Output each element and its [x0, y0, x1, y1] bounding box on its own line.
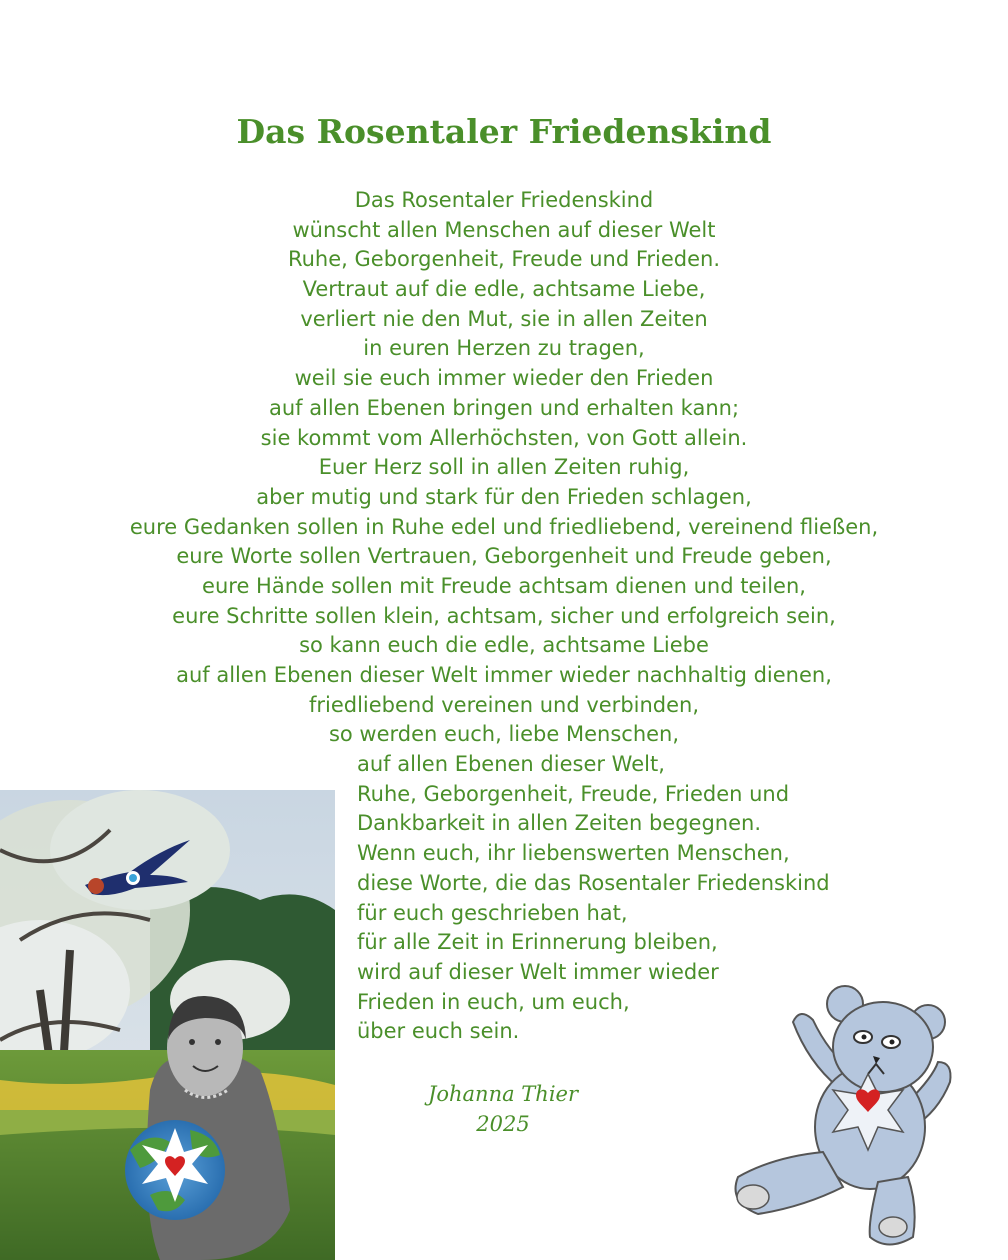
poem-line: sie kommt vom Allerhöchsten, von Gott allein. — [260, 425, 748, 450]
poem-line: so kann euch die edle, achtsame Liebe — [299, 633, 709, 658]
poem-line: diese Worte, die das Rosentaler Friedenskind — [357, 870, 830, 895]
poem-line: Euer Herz soll in allen Zeiten ruhig, — [318, 455, 690, 480]
teddy-bear-image — [728, 982, 958, 1250]
poem-line: Ruhe, Geborgenheit, Freude und Frieden. — [287, 247, 721, 272]
signature-author: Johanna Thier — [427, 1082, 579, 1106]
poem-line: auf allen Ebenen bringen und erhalten kann; — [268, 395, 740, 420]
collage-photo — [0, 790, 335, 1260]
poem-line: Vertraut auf die edle, achtsame Liebe, — [302, 277, 706, 302]
poem-line: Das Rosentaler Friedenskind — [354, 188, 654, 212]
poem-line: wird auf dieser Welt immer wieder — [357, 959, 719, 984]
poem-line: auf allen Ebenen dieser Welt immer wieder nachhaltig dienen, — [176, 663, 832, 687]
signature-year: 2025 — [476, 1112, 530, 1136]
poem-line: Ruhe, Geborgenheit, Freude, Frieden und — [357, 781, 790, 806]
poem-line: friedliebend vereinen und verbinden, — [308, 692, 700, 717]
poem-line: über euch sein. — [357, 1019, 520, 1044]
poem-line: verliert nie den Mut, sie in allen Zeiten — [300, 306, 708, 331]
globe-star-heart-icon — [125, 1120, 225, 1220]
poem-line: Dankbarkeit in allen Zeiten begegnen. — [357, 811, 762, 836]
poem-line: so werden euch, liebe Menschen, — [328, 722, 680, 747]
poem-line: eure Hände sollen mit Freude achtsam dienen und teilen, — [202, 573, 806, 598]
poem-line: Wenn euch, ihr liebenswerten Menschen, — [357, 841, 790, 866]
poem-line: auf allen Ebenen dieser Welt, — [357, 752, 665, 777]
page-title: Das Rosentaler Friedenskind — [236, 112, 772, 151]
poem-line: für alle Zeit in Erinnerung bleiben, — [357, 930, 718, 955]
poem-line: in euren Herzen zu tragen, — [363, 336, 645, 361]
poem-line: aber mutig und stark für den Frieden schlagen, — [256, 484, 752, 509]
poem-line: eure Schritte sollen klein, achtsam, sicher und erfolgreich sein, — [172, 603, 836, 628]
poem-line: weil sie euch immer wieder den Frieden — [294, 366, 714, 391]
poem-line: wünscht allen Menschen auf dieser Welt — [292, 217, 716, 242]
poem-line: eure Worte sollen Vertrauen, Geborgenheit und Freude geben, — [176, 544, 832, 569]
poem-line: für euch geschrieben hat, — [357, 900, 628, 925]
poem-line: Frieden in euch, um euch, — [357, 989, 630, 1014]
poem-line: eure Gedanken sollen in Ruhe edel und friedliebend, vereinend fließen, — [129, 514, 879, 539]
